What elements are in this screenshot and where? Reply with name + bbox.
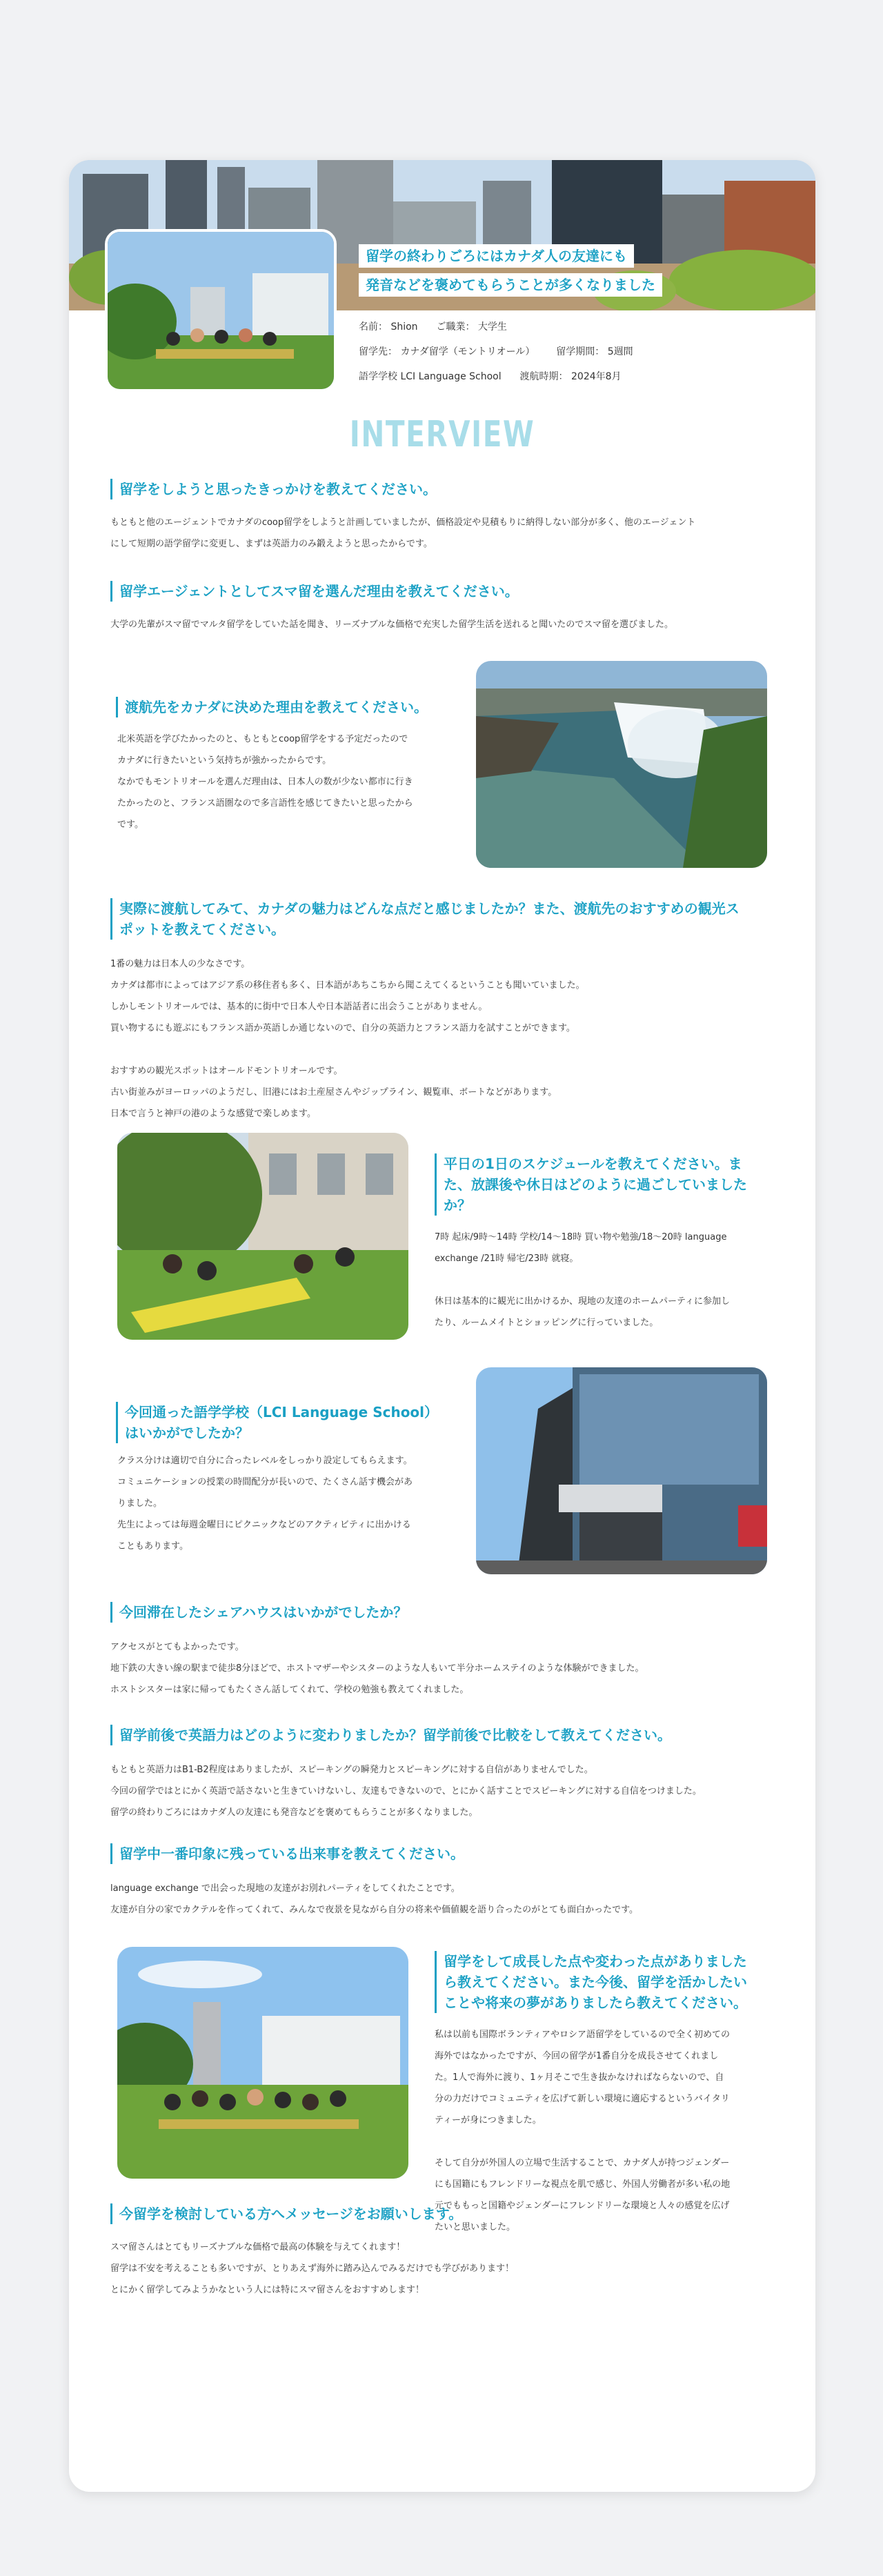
answer-6-text: クラス分けは適切で自分に合ったレベルをしっかり設定してもらえます。 コミュニケーションの授業の時間配分が長いので、たくさん話す機会があ りました。 先生によっては毎週金曜日にピクニックなどのアクティビティに出かける こともあります。 (117, 1456, 413, 1552)
school-value: LCI Language School (400, 371, 502, 382)
question-7: 今回滞在したシェアハウスはいかがでしたか？ (110, 1602, 407, 1623)
question-6 (116, 1402, 475, 1443)
question-11: 今留学を検討している方へメッセージをお願いします。 (110, 2203, 462, 2224)
departure-label: 渡航時期： (519, 371, 568, 382)
answer-11 (110, 2237, 800, 2301)
job-value: 大学生 (477, 321, 507, 333)
interview-heading: INTERVIEW (349, 414, 535, 455)
question-2: 留学エージェントとしてスマ留を選んだ理由を教えてください。 (110, 581, 519, 602)
answer-9-text: language exchange で出会った現地の友達がお別れパーティをしてくれたことです。 友達が自分の家でカクテルを作ってくれて、みんなで夜景を見ながら自分の将来や価値観を語り合ったのがとても面白かったです。 (110, 1883, 639, 1915)
profile-destination-row (359, 345, 633, 359)
school-building-photo (476, 1367, 767, 1574)
answer-2-text: 大学の先輩がスマ留でマルタ留学をしていた話を聞き、リーズナブルな価格で充実した留学生活を送れると聞いたのでスマ留を選びました。 (110, 620, 674, 630)
question-10-line2: ら教えてください。また今後、留学を活かしたい (444, 1974, 747, 1990)
group-park-photo (117, 1947, 408, 2179)
question-4-line1: 実際に渡航してみて、カナダの魅力はどんな点だと感じましたか？また、渡航先のおすすめの観光ス (119, 900, 740, 917)
answer-5 (435, 1227, 780, 1334)
destination-label: 留学先： (359, 346, 397, 357)
answer-10-text: 私は以前も国際ボランティアやロシア語留学をしているので全く初めての 海外ではなかったですが、今回の留学が1番自分を成長させてくれまし た。1人で海外に渡り、1ヶ月そこで生き抜かなければならないので、自 分の力だけでコミュニティを広げて新しい環境に適応するというバイタリ ティーが身につきました。 そして自分が外国人の立場で生活することで、カナダ人が持つジェンダー にも国籍にもフレンドリーな視点を肌で感じ、外国人労働者が多い私の地 元でももっと国籍やジェンダーにフレンドリーな環境と人々の感覚を広げ たいと思いました。 (435, 2030, 731, 2232)
answer-3 (117, 729, 476, 835)
park-picnic-photo (117, 1133, 408, 1340)
question-10-line3: ことや将来の夢がありましたら教えてください。 (444, 1994, 747, 2011)
answer-1 (110, 512, 800, 555)
name-label: 名前： (359, 321, 388, 333)
question-3: 渡航先をカナダに決めた理由を教えてください。 (116, 697, 428, 717)
name-value: Shion (390, 321, 418, 333)
interview-card (69, 160, 815, 2492)
school-label: 語学学校 (359, 371, 397, 382)
answer-10 (435, 2024, 780, 2238)
answer-8 (110, 1759, 807, 1823)
question-6-line1: 今回通った語学学校（LCI Language School） (125, 1404, 439, 1420)
period-value: 5週間 (607, 346, 633, 357)
answer-4-text: 1番の魅力は日本人の少なさです。 カナダは都市によってはアジア系の移住者も多く、日本語があちこちから聞こえてくるということも聞いていました。 しかしモントリオールでは、基本的に街中で日本人や日本語話者に出会うことがありません。 買い物するにも遊ぶにもフランス語か英語しか通じないので、自分の英語力とフランス語力を試すことができます。 おすすめの観光スポットはオールドモントリオールです。 古い街並みがヨーロッパのようだし、旧港にはお土産屋さんやジップライン、観覧車、ボートなどがあります。 日本で言うと神戸の港のような感覚で楽しめます。 (110, 959, 585, 1119)
answer-2 (110, 614, 800, 635)
answer-7 (110, 1636, 800, 1701)
question-5-line1: 平日の1日のスケジュールを教えてください。ま (444, 1156, 742, 1172)
answer-6 (117, 1450, 476, 1557)
hero-headline-line1: 留学の終わりごろにはカナダ人の友達にも (359, 244, 634, 268)
question-5-line3: か？ (444, 1197, 471, 1213)
answer-3-text: 北米英語を学びたかったのと、もともとcoop留学をする予定だったので カナダに行きたいという気持ちが強かったからです。 なかでもモントリオールを選んだ理由は、日本人の数が少ない都市に行き たかったのと、フランス語圏なので多言語性を感じてきたいと思ったから です。 (117, 734, 413, 830)
question-1: 留学をしようと思ったきっかけを教えてください。 (110, 479, 437, 499)
answer-5-text: 7時 起床/9時〜14時 学校/14〜18時 買い物や勉強/18〜20時 language exchange /21時 帰宅/23時 就寝。 休日は基本的に観光に出かけるか、現地の友達のホームパーティに参加し たり、ルームメイトとショッピングに行っていました。 (435, 1232, 730, 1328)
question-8: 留学前後で英語力はどのように変わりましたか？留学前後で比較をして教えてください。 (110, 1725, 671, 1745)
answer-9 (110, 1878, 800, 1921)
question-9: 留学中一番印象に残っている出来事を教えてください。 (110, 1843, 464, 1864)
answer-8-text: もともと英語力はB1-B2程度はありましたが、スピーキングの瞬発力とスピーキングに対する自信がありませんでした。 今回の留学ではとにかく英語で話さないと生きていけないし、友達もできないので、とにかく話すことでスピーキングに対する自信をつけました。 留学の終わりごろにはカナダ人の友達にも発音などを褒めてもらうことが多くなりました。 (110, 1765, 702, 1818)
question-5 (435, 1153, 780, 1216)
question-4 (110, 898, 786, 940)
niagara-falls-photo (476, 661, 767, 868)
question-5-line2: た、放課後や休日はどのように過ごしていました (444, 1176, 747, 1193)
answer-1-text: もともと他のエージェントでカナダのcoop留学をしようと計画していましたが、価格設定や見積もりに納得しない部分が多く、他のエージェント にして短期の語学留学に変更し、まずは英語力のみ鍛えようと思ったからです。 (110, 517, 696, 549)
profile-school-row (359, 370, 622, 384)
hero-headline-line2: 発音などを褒めてもらうことが多くなりました (359, 273, 662, 297)
question-10-line1: 留学をして成長した点や変わった点がありました (444, 1953, 747, 1970)
question-10 (435, 1951, 780, 2013)
answer-4 (110, 953, 800, 1124)
question-6-line2: はいかがでしたか？ (125, 1425, 249, 1441)
destination-value: カナダ留学（モントリオール） (400, 346, 535, 357)
group-picnic-photo (105, 229, 337, 392)
answer-7-text: アクセスがとてもよかったです。 地下鉄の大きい線の駅まで徒歩8分ほどで、ホストマザーやシスターのような人もいて半分ホームステイのような体験ができました。 ホストシスターは家に帰ってもたくさん話してくれて、学校の勉強も教えてくれました。 (110, 1642, 644, 1695)
answer-11-text: スマ留さんはとてもリーズナブルな価格で最高の体験を与えてくれます！ 留学は不安を考えることも多いですが、とりあえず海外に踏み込んでみるだけでも学びがあります！ とにかく留学してみようかなという人には特にスマ留さんをおすすめします！ (110, 2242, 515, 2295)
period-label: 留学期間： (556, 346, 605, 357)
departure-value: 2024年8月 (571, 371, 622, 382)
question-4-line2: ポットを教えてください。 (119, 921, 285, 938)
profile-name-row (359, 320, 507, 334)
job-label: ご職業： (436, 321, 475, 333)
